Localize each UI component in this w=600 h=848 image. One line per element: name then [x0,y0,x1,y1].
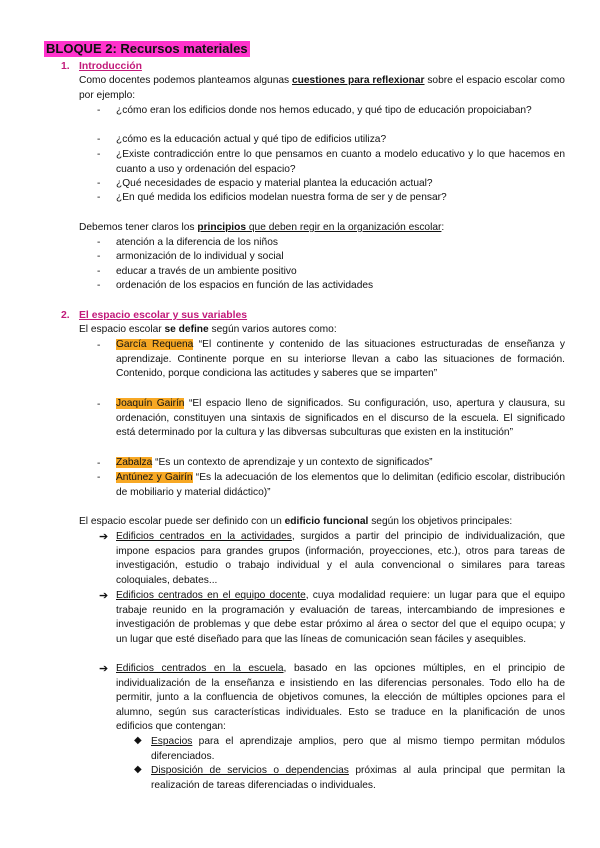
functional-keyword: edificio funcional [284,516,369,527]
dash-bullet: - [97,340,101,351]
section-1-heading: Introducción [79,61,142,72]
principles-keyword: principios [197,222,247,233]
building-type-description: , basado en las opciones múltiples, en el principio de individualización de la enseñanza e insistiendo en las diferencias personales. Todo ello ha de permitir, junto a la confluencia de objetivos comunes, la elección de múltiples opciones para el alumno, según sus características individuales. Esto se traduce en la planificación de unos edificios que contengan: [116,663,566,733]
building-type-name: Edificios centrados en el equipo docente [116,590,306,601]
subitem-description: para el aprendizaje amplios, pero que al mismo tiempo permitan módulos diferenciados. [151,736,565,762]
building-type-item [116,530,565,588]
dash-bullet: - [97,458,101,469]
dash-bullet: - [97,280,101,291]
dash-bullet: - [97,399,101,410]
author-definition [116,471,565,500]
author-quote: “El espacio lleno de significados. Su configuración, uso, apertura y clausura, su ordenación, constituyen una sintaxis de significados en el discurso de la escuela. El significado está determinado por la cultura y las dibversas subculturas que existen en la institución” [116,398,565,439]
building-type-description: , surgidos a partir del principio de individualización, que impone espacios para grandes grupos (información, proyecciones, etc.), otros para tareas de investigación, estudio o trabajo individual y el aula convencional o similares para tareas coloquiales, debates... [116,531,565,586]
principles-colon: : [441,222,445,233]
principles-intro [79,221,565,236]
diamond-bullet-icon: ◆ [134,764,142,775]
author-name-highlight: Zabalza [116,457,153,468]
subitem-name: Espacios [151,736,193,747]
principles-text-underlined: que deben regir en la organización escolar [246,222,442,233]
building-type-item [116,662,565,735]
dash-bullet: - [97,237,101,248]
principle-item: armonización de lo individual y social [116,251,284,262]
question-item: ¿Qué necesidades de espacio y material plantea la educación actual? [116,178,433,189]
section-1-intro [79,74,565,103]
definition-text: El espacio escolar [79,324,165,335]
building-subitem [151,735,565,764]
author-quote: “El continente y contenido de las situaciones estructuradas de enseñanza y aprendizaje. Continente porque en su interiorse llevan a cabo las situaciones de formación. Contenido, porque condiciona las actitudes y saberes que se imparten” [116,339,565,380]
functional-intro [79,515,565,530]
building-type-item [116,589,565,647]
question-item: ¿cómo es la educación actual y qué tipo de edificios utiliza? [116,134,387,145]
dash-bullet: - [97,105,101,116]
section-2-number: 2. [61,310,70,321]
author-definition [116,456,565,471]
intro-text-end: sobre el espacio escolar como por ejemplo: [79,75,565,101]
dash-bullet: - [97,149,101,160]
dash-bullet: - [97,178,101,189]
functional-text-end: según los objetivos principales: [368,516,513,527]
arrow-bullet-icon: ➔ [99,590,109,602]
definition-text-end: según varios autores como: [208,324,337,335]
principle-item: atención a la diferencia de los niños [116,237,278,248]
subitem-description: próximas al aula principal que permitan la realización de tareas diferenciadas o individuales. [151,765,565,791]
principles-text: Debemos tener claros los [79,222,198,233]
dash-bullet: - [97,266,101,277]
question-item: ¿En qué medida los edificios modelan nuestra forma de ser y de pensar? [116,192,447,203]
definition-intro [79,323,565,338]
author-name-highlight: Joaquín Gairín [116,398,185,409]
question-item: ¿cómo eran los edificios donde nos hemos educado, y qué tipo de educación propoiciaban? [116,105,532,116]
author-definition [116,338,565,382]
principle-item: ordenación de los espacios en función de las actividades [116,280,374,291]
building-type-name: Edificios centrados en la escuela [116,663,284,674]
author-quote: “Es un contexto de aprendizaje y un contexto de significados” [152,457,433,468]
author-quote: “Es la adecuación de los elementos que lo delimitan (edificio escolar, distribución de mobiliario y material didáctico)” [116,472,565,498]
author-definition [116,397,565,441]
dash-bullet: - [97,472,101,483]
subitem-name: Disposición de servicios o dependencias [151,765,349,776]
arrow-bullet-icon: ➔ [99,531,109,543]
dash-bullet: - [97,134,101,145]
page-title: BLOQUE 2: Recursos materiales [46,41,248,56]
intro-keyword: cuestiones para reflexionar [291,75,425,86]
diamond-bullet-icon: ◆ [134,735,142,746]
building-type-description: , cuya modalidad requiere: un lugar para que el equipo trabaje reunido en la programación y evaluación de tareas, intercambiando de impresiones e investigación de problemas y que debe estar próximo al área o sector del que el equipo ocupa; y un lugar que esté diseñado para que las líneas de comunicación sean fáciles y asequibles. [116,590,565,645]
building-subitem [151,764,565,793]
principle-item: educar a través de un ambiente positivo [116,266,297,277]
author-name-highlight: García Requena [116,339,194,350]
question-item: ¿Existe contradicción entre lo que pensamos en cuanto a modelo educativo y lo que hacemos en cuanto a uso y ordenación del espacio? [116,149,565,175]
section-2-heading: El espacio escolar y sus variables [79,310,248,321]
functional-text: El espacio escolar puede ser definido con un [79,516,285,527]
dash-bullet: - [97,251,101,262]
definition-keyword: se define [164,324,209,335]
arrow-bullet-icon: ➔ [99,663,109,675]
intro-text: Como docentes podemos planteamos algunas [79,75,292,86]
section-1-number: 1. [61,61,70,72]
dash-bullet: - [97,192,101,203]
building-type-name: Edificios centrados en la actividades [116,531,292,542]
author-name-highlight: Antúnez y Gairín [116,472,193,483]
